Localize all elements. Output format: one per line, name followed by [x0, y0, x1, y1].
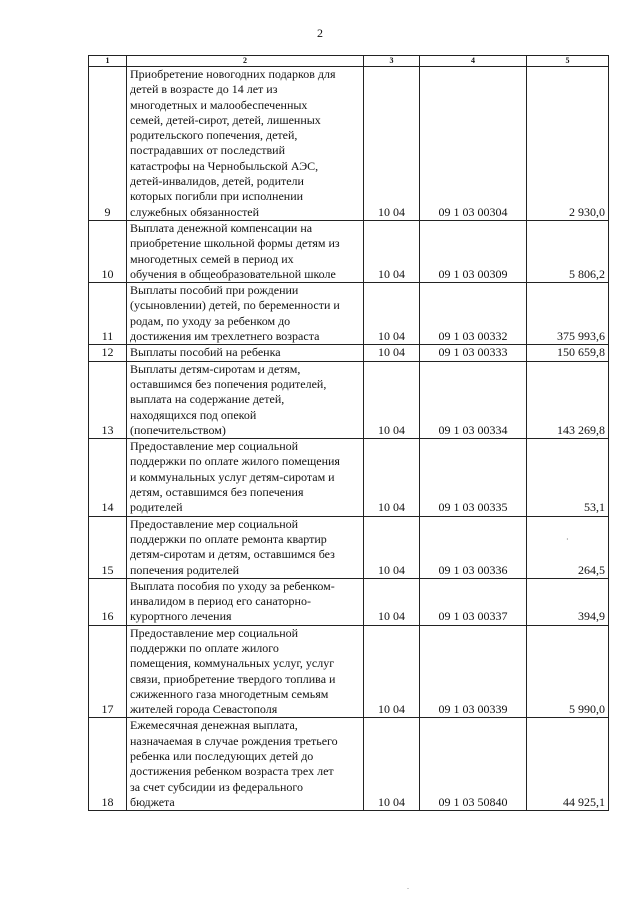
row-number: 18	[89, 718, 127, 811]
description-line: помещения, коммунальных услуг, услуг	[130, 656, 335, 671]
table-row	[89, 578, 609, 625]
table-row	[89, 516, 609, 578]
row-number: 15	[89, 516, 127, 578]
row-number: 16	[89, 578, 127, 625]
column-header: 4	[420, 56, 527, 67]
budget-table	[88, 55, 609, 811]
row-description	[127, 578, 364, 625]
description-line: обучения в общеобразовательной школе	[130, 266, 336, 281]
target-article-code: 09 1 03 00339	[420, 625, 527, 718]
section-code: 10 04	[364, 345, 420, 361]
description-line: за счет субсидии из федерального	[130, 779, 304, 794]
description-line: попечения родителей	[130, 562, 240, 577]
column-header: 5	[527, 56, 609, 67]
column-header: 3	[364, 56, 420, 67]
description-line: поддержки по оплате ремонта квартир	[130, 531, 327, 546]
description-line: ребенка или последующих детей до	[130, 749, 314, 764]
amount-value: 394,9	[527, 578, 609, 625]
description-line: Выплата денежной компенсации на	[130, 220, 313, 235]
amount-value: 5 806,2	[527, 220, 609, 282]
target-article-code: 09 1 03 00336	[420, 516, 527, 578]
row-description	[127, 67, 364, 221]
row-description	[127, 439, 364, 516]
description-line: назначаемая в случае рождения третьего	[130, 733, 338, 748]
row-number: 13	[89, 361, 127, 438]
column-header: 2	[127, 56, 364, 67]
description-line: Выплаты пособий на ребенка	[130, 345, 281, 360]
target-article-code: 09 1 03 00333	[420, 345, 527, 361]
description-line: сжиженного газа многодетным семьям	[130, 686, 329, 701]
row-description	[127, 625, 364, 718]
table-row	[89, 67, 609, 221]
section-code: 10 04	[364, 625, 420, 718]
description-line: детям, оставшимся без попечения	[130, 485, 304, 500]
section-code: 10 04	[364, 578, 420, 625]
row-description	[127, 361, 364, 438]
amount-value: 150 659,8	[527, 345, 609, 361]
row-description	[127, 220, 364, 282]
description-line: Предоставление мер социальной	[130, 516, 299, 531]
section-code: 10 04	[364, 220, 420, 282]
description-line: многодетных и малообеспеченных	[130, 97, 308, 112]
section-code: 10 04	[364, 283, 420, 345]
table-row	[89, 283, 609, 345]
target-article-code: 09 1 03 00334	[420, 361, 527, 438]
table-row	[89, 625, 609, 718]
row-number: 11	[89, 283, 127, 345]
description-line: приобретение школьной формы детям из	[130, 236, 340, 251]
description-line: катастрофы на Чернобыльской АЭС,	[130, 158, 319, 173]
amount-value: 5 990,0	[527, 625, 609, 718]
section-code: 10 04	[364, 516, 420, 578]
target-article-code: 09 1 03 00332	[420, 283, 527, 345]
description-line: родительского попечения, детей,	[130, 128, 298, 143]
section-code: 10 04	[364, 718, 420, 811]
description-line: семей, детей-сирот, детей, лишенных	[130, 112, 321, 127]
description-line: Приобретение новогодних подарков для	[130, 67, 336, 81]
row-number: 9	[89, 67, 127, 221]
description-line: находящихся под опекой	[130, 407, 257, 422]
description-line: которых погибли при исполнении	[130, 189, 304, 204]
target-article-code: 09 1 03 00337	[420, 578, 527, 625]
description-line: Выплата пособия по уходу за ребенком-	[130, 578, 335, 593]
description-line: родам, по уходу за ребенком до	[130, 313, 291, 328]
section-code: 10 04	[364, 361, 420, 438]
description-line: детям-сиротам и детям, оставшимся без	[130, 547, 335, 562]
row-number: 10	[89, 220, 127, 282]
section-code: 10 04	[364, 67, 420, 221]
pencil-mark: ·	[566, 535, 569, 544]
description-line: детей в возрасте до 14 лет из	[130, 82, 278, 97]
description-line: и коммунальных услуг детям-сиротам и	[130, 469, 335, 484]
description-line: Предоставление мер социальной	[130, 625, 299, 640]
description-line: поддержки по оплате жилого помещения	[130, 454, 340, 469]
description-line: многодетных семей в период их	[130, 251, 294, 266]
amount-value: 2 930,0	[527, 67, 609, 221]
description-line: жителей города Севастополя	[130, 702, 278, 717]
description-line: (попечительством)	[130, 422, 226, 437]
header-row	[89, 56, 609, 67]
target-article-code: 09 1 03 50840	[420, 718, 527, 811]
description-line: достижения им трехлетнего возраста	[130, 329, 320, 344]
row-description	[127, 516, 364, 578]
table-row	[89, 361, 609, 438]
row-number: 12	[89, 345, 127, 361]
table-row	[89, 345, 609, 361]
row-description	[127, 345, 364, 361]
description-line: родителей	[130, 500, 183, 515]
amount-value: 143 269,8	[527, 361, 609, 438]
table-row	[89, 439, 609, 516]
row-description	[127, 283, 364, 345]
description-line: Выплаты пособий при рождении	[130, 283, 299, 298]
target-article-code: 09 1 03 00335	[420, 439, 527, 516]
description-line: (усыновлении) детей, по беременности и	[130, 298, 340, 313]
amount-value: 375 993,6	[527, 283, 609, 345]
target-article-code: 09 1 03 00309	[420, 220, 527, 282]
amount-value: 264,5	[527, 516, 609, 578]
section-code: 10 04	[364, 439, 420, 516]
description-line: бюджета	[130, 794, 175, 809]
row-description	[127, 718, 364, 811]
amount-value: 44 925,1	[527, 718, 609, 811]
target-article-code: 09 1 03 00304	[420, 67, 527, 221]
row-number: 14	[89, 439, 127, 516]
description-line: оставшимся без попечения родителей,	[130, 376, 327, 391]
description-line: пострадавших от последствий	[130, 143, 285, 158]
description-line: детей-инвалидов, детей, родители	[130, 174, 304, 189]
row-number: 17	[89, 625, 127, 718]
description-line: поддержки по оплате жилого	[130, 640, 279, 655]
column-header: 1	[89, 56, 127, 67]
page-number: 2	[317, 26, 323, 40]
table-row	[89, 718, 609, 811]
description-line: выплата на содержание детей,	[130, 392, 285, 407]
scan-mark: -	[407, 886, 409, 892]
description-line: Предоставление мер социальной	[130, 439, 299, 454]
description-line: Ежемесячная денежная выплата,	[130, 718, 298, 733]
description-line: Выплаты детям-сиротам и детям,	[130, 361, 301, 376]
amount-value: 53,1	[527, 439, 609, 516]
description-line: инвалидом в период его санаторно-	[130, 594, 311, 609]
description-line: связи, приобретение твердого топлива и	[130, 671, 336, 686]
description-line: служебных обязанностей	[130, 204, 260, 219]
description-line: достижения ребенком возраста трех лет	[130, 764, 334, 779]
description-line: курортного лечения	[130, 609, 232, 624]
table-row	[89, 220, 609, 282]
